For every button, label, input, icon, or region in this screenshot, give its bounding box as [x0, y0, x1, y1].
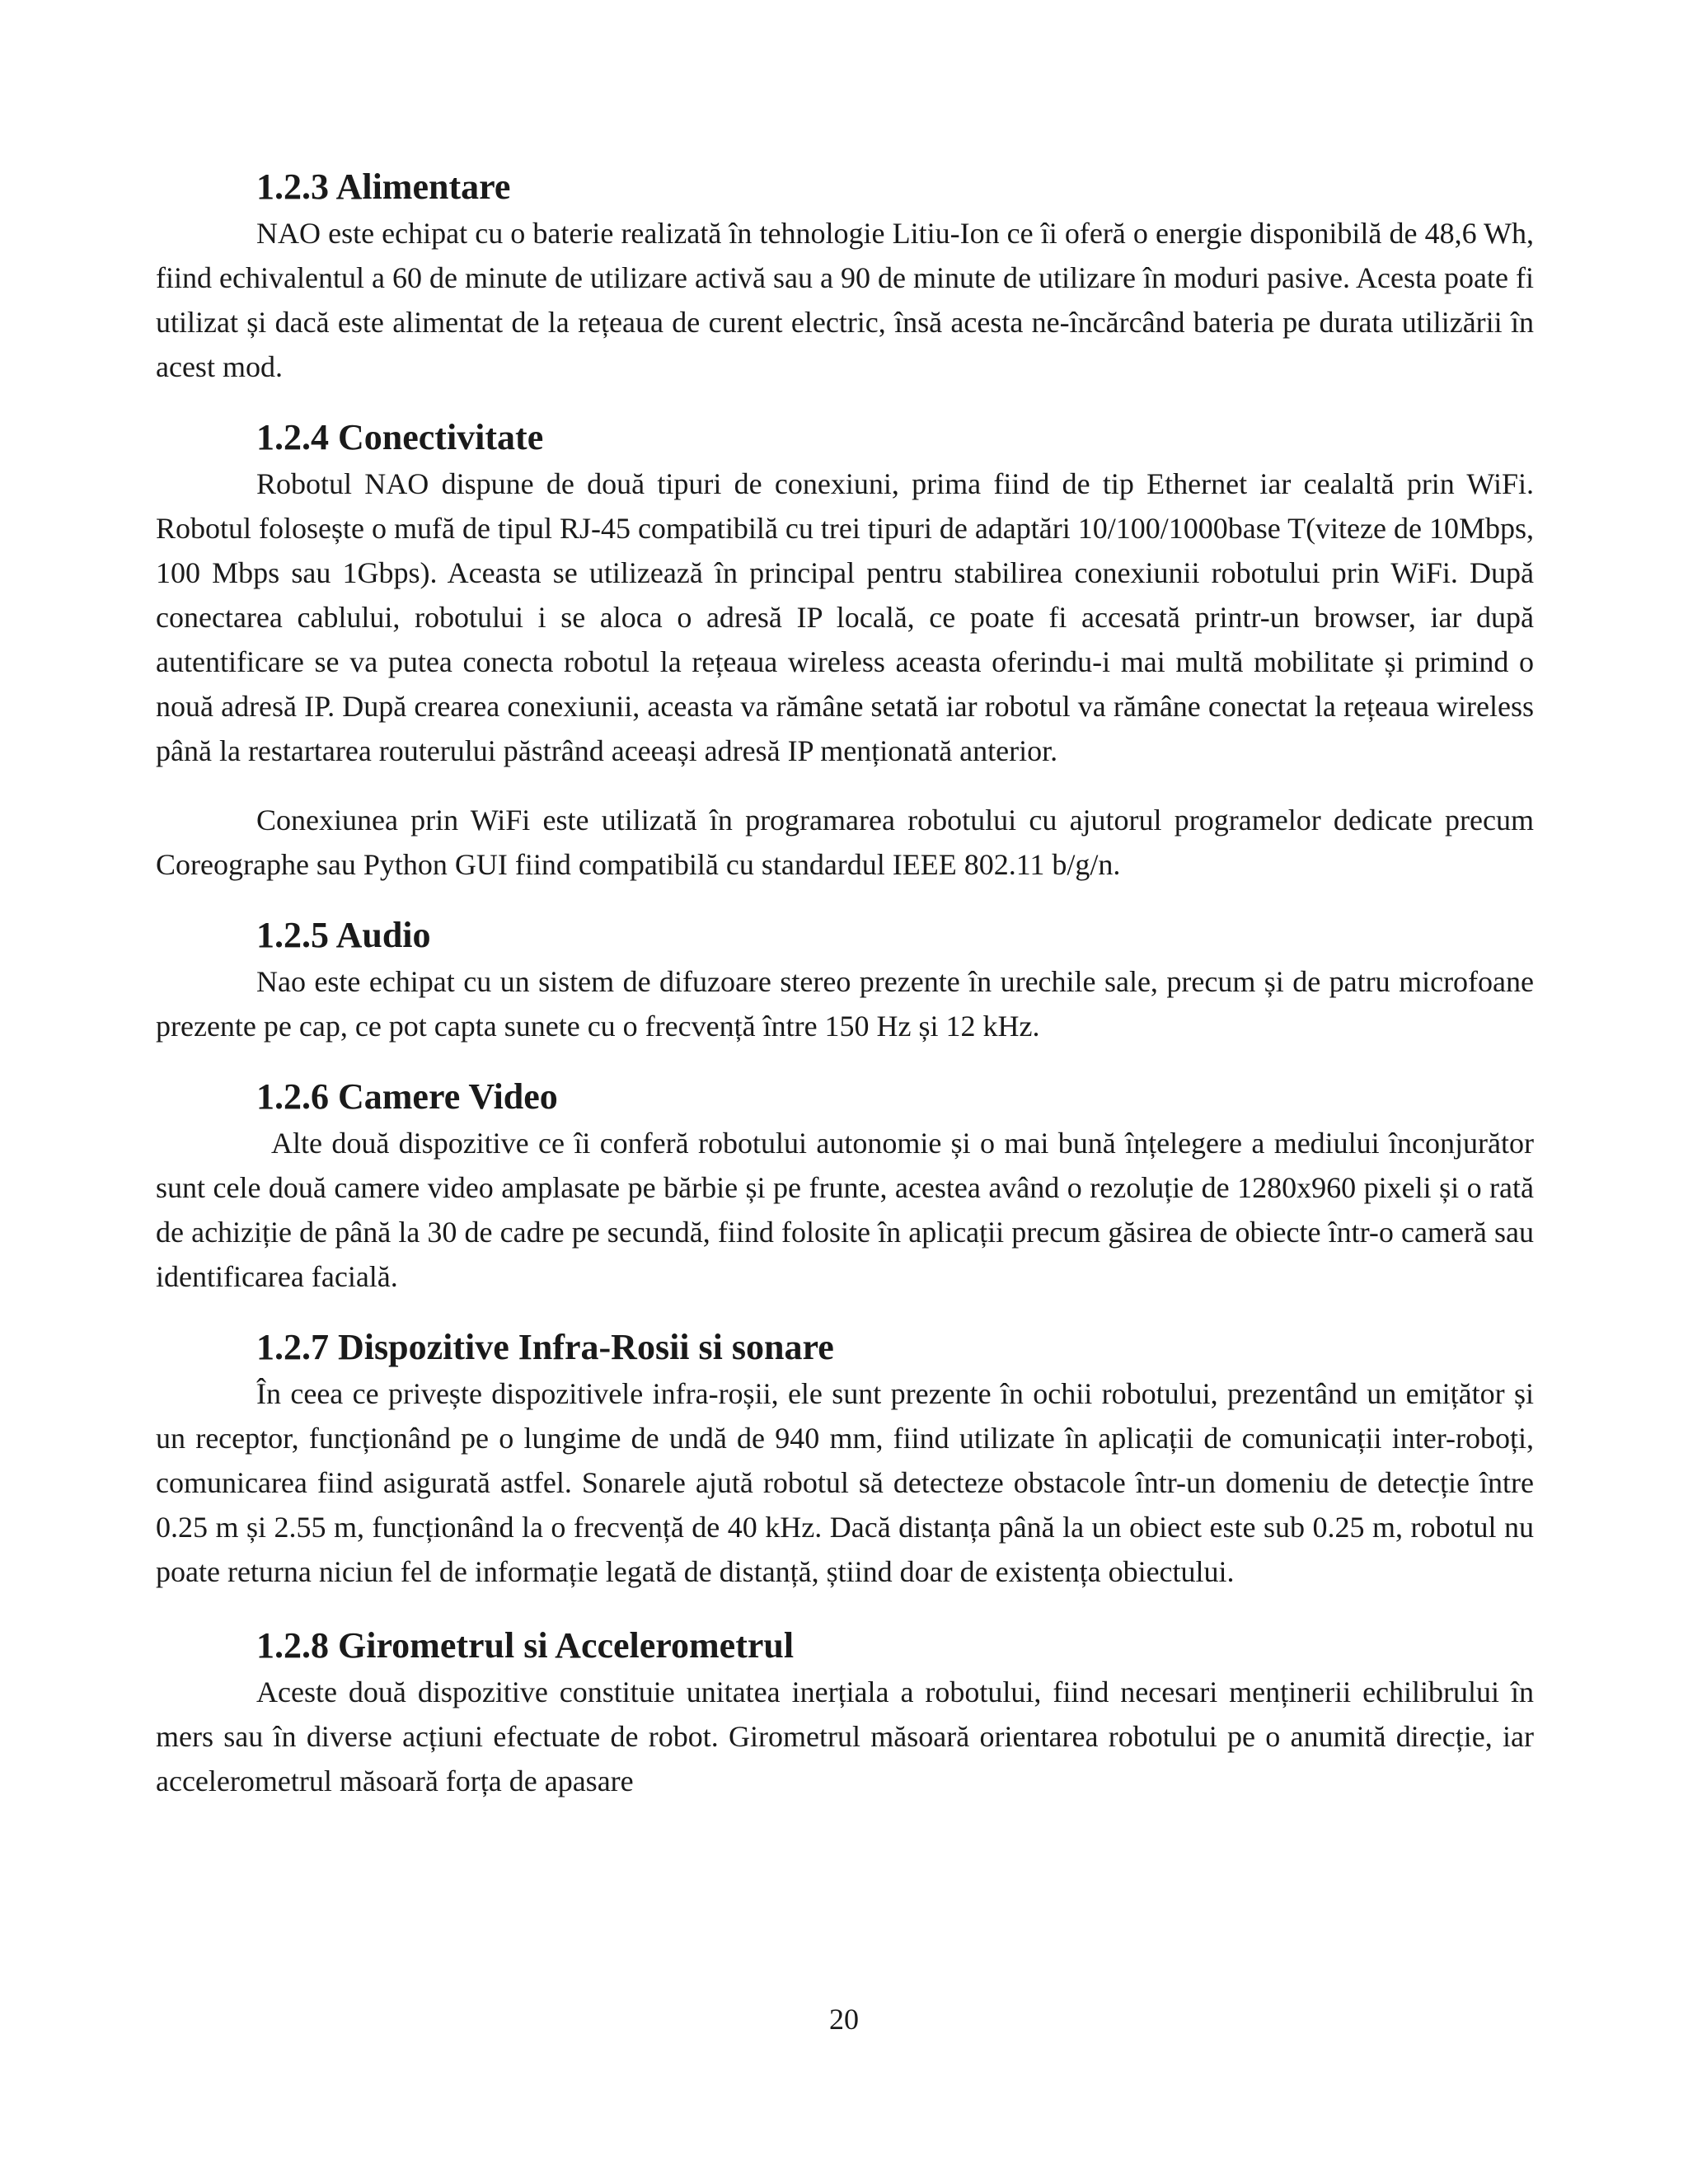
section-conectivitate [156, 414, 1534, 887]
paragraph: Robotul NAO dispune de două tipuri de conexiuni, prima fiind de tip Ethernet iar cealaltă prin WiFi. Robotul folosește o mufă de tipul RJ-45 compatibilă cu trei tipuri de adaptări 10/100/1000base T(viteze de 10Mbps, 100 Mbps sau 1Gbps). Aceasta se utilizează în principal pentru stabilirea conexiunii robotului prin WiFi. După conectarea cablului, robotului i se aloca o adresă IP locală, ce poate fi accesată printr-un browser, iar după autentificare se va putea conecta robotul la rețeaua wireless aceasta oferindu-i mai multă mobilitate și primind o nouă adresă IP. După crearea conexiunii, aceasta va rămâne setată iar robotul va rămâne conectat la rețeaua wireless până la restartarea routerului păstrând aceeași adresă IP menționată anterior. [156, 467, 1534, 767]
section-heading: 1.2.6 Camere Video [256, 1076, 558, 1117]
section-heading: 1.2.7 Dispozitive Infra-Rosii si sonare [256, 1327, 834, 1367]
section-heading: 1.2.3 Alimentare [256, 166, 511, 207]
section-alimentare [156, 163, 1534, 389]
section-heading: 1.2.8 Girometrul si Accelerometrul [256, 1625, 795, 1666]
page-number: 20 [829, 2003, 859, 2036]
paragraph: Aceste două dispozitive constituie unitatea inerțiala a robotului, fiind necesari menținerii echilibrului în mers sau în diverse acțiuni efectuate de robot. Girometrul măsoară orientarea robotului pe o anumită direcție, iar accelerometrul măsoară forța de apasare [156, 1675, 1534, 1797]
paragraph: Nao este echipat cu un sistem de difuzoare stereo prezente în urechile sale, precum și de patru microfoane prezente pe cap, ce pot capta sunete cu o frecvență între 150 Hz și 12 kHz. [156, 965, 1534, 1043]
document-page [156, 163, 1534, 1803]
section-girometru-accelerometru [156, 1622, 1534, 1803]
section-audio [156, 912, 1534, 1048]
section-camere-video [156, 1073, 1534, 1299]
paragraph: În ceea ce privește dispozitivele infra-roșii, ele sunt prezente în ochii robotului, prezentând un emițător și un receptor, funcționând pe o lungime de undă de 940 mm, fiind utilizate în aplicații de comunicații inter-roboți, comunicarea fiind asigurată astfel. Sonarele ajută robotul să detecteze obstacole într-un domeniu de detecție între 0.25 m și 2.55 m, funcționând la o frecvență de 40 kHz. Dacă distanța până la un obiect este sub 0.25 m, robotul nu poate returna niciun fel de informație legată de distanță, știind doar de existența obiectului. [156, 1377, 1534, 1588]
paragraph: Conexiunea prin WiFi este utilizată în programarea robotului cu ajutorul programelor dedicate precum Coreographe sau Python GUI fiind compatibilă cu standardul IEEE 802.11 b/g/n. [156, 804, 1534, 881]
section-heading: 1.2.4 Conectivitate [256, 417, 544, 457]
section-heading: 1.2.5 Audio [256, 915, 431, 955]
paragraph: Alte două dispozitive ce îi conferă robotului autonomie și o mai bună înțelegere a mediului înconjurător sunt cele două camere video amplasate pe bărbie și pe frunte, acestea având o rezoluție de 1280x960 pixeli și o rată de achiziție de până la 30 de cadre pe secundă, fiind folosite în aplicații precum găsirea de obiecte într-o cameră sau identificarea facială. [156, 1127, 1534, 1293]
paragraph: NAO este echipat cu o baterie realizată în tehnologie Litiu-Ion ce îi oferă o energie disponibilă de 48,6 Wh, fiind echivalentul a 60 de minute de utilizare activă sau a 90 de minute de utilizare în moduri pasive. Acesta poate fi utilizat și dacă este alimentat de la rețeaua de curent electric, însă acesta ne-încărcând bateria pe durata utilizării în acest mod. [156, 217, 1534, 383]
section-infra-rosii-sonare [156, 1324, 1534, 1594]
